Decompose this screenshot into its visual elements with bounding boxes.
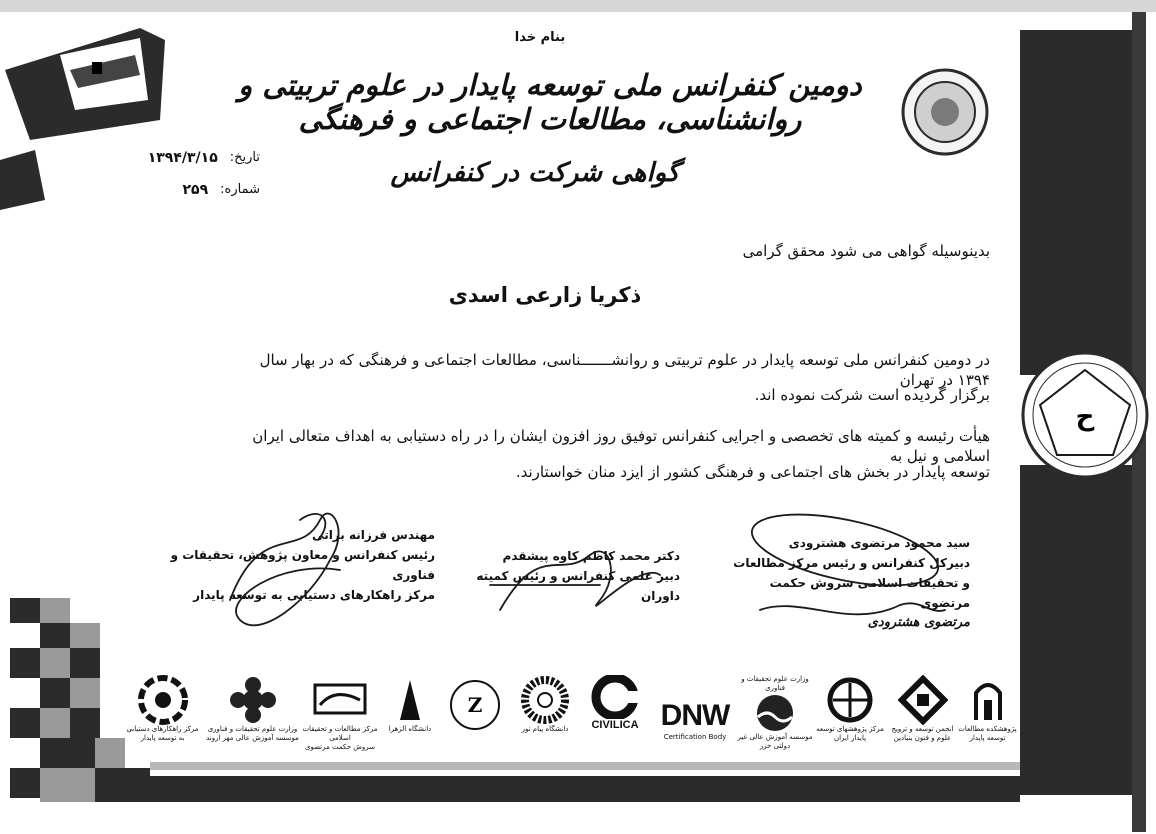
swirl-logo-icon bbox=[133, 675, 193, 725]
intro-text: بدینوسیله گواهی می شود محقق گرامی bbox=[742, 242, 990, 260]
paragraph2-line2: توسعه پایدار در بخش های اجتماعی و فرهنگی کشور از ایزد منان خواستارند. bbox=[515, 463, 990, 481]
paragraph2-line1: هیأت رئیسه و کمیته های تخصصی و اجرایی کنفرانس توفیق روز افزون ایشان را در راه دستیابی به اهداف متعالی ایران اسلامی و نیل به bbox=[252, 427, 990, 465]
arch-logo-icon bbox=[968, 675, 1008, 725]
signature-middle-stroke bbox=[500, 551, 660, 610]
signature-right-stamp: مرتضوی هشترودی bbox=[867, 615, 970, 630]
logo-alzahra bbox=[375, 675, 445, 765]
logo-sustainable-research bbox=[810, 675, 890, 765]
paragraph1-line1: در دومین کنفرانس ملی توسعه پایدار در علوم تربیتی و روانشـــــــناسی، مطالعات اجتماعی و فرهنگی که در بهار سال ۱۳۹۴ در تهران bbox=[259, 351, 990, 389]
certificate-heading: گواهی شرکت در کنفرانس bbox=[390, 158, 680, 188]
logo-caption: موسسه آموزش عالی مهر اروند bbox=[206, 734, 299, 742]
diamond-logo-icon bbox=[898, 675, 948, 725]
svg-text:ح: ح bbox=[1075, 402, 1095, 432]
logo-caption: وزارت علوم تحقیقات و فناوری bbox=[207, 725, 298, 733]
alzahra-logo-icon bbox=[390, 675, 430, 725]
signature-left-title1: رئیس کنفرانس و معاون پژوهش، تحقیقات و فناوری bbox=[170, 548, 435, 582]
globe-logo-icon bbox=[823, 675, 878, 725]
flower-logo-icon bbox=[223, 675, 283, 725]
signature-middle-title1: دبیر علمی کنفرانس و رئیس کمیته داوران bbox=[476, 569, 680, 603]
logo-civilica bbox=[575, 675, 655, 765]
logo-caption: موسسه آموزش عالی غیر دولتی خزر bbox=[737, 733, 813, 750]
logo-sustainable-dev-center bbox=[125, 675, 200, 765]
logo-caption: دانشگاه الزهرا bbox=[388, 725, 432, 733]
logo-z-emblem bbox=[445, 675, 505, 765]
logo-caption: دانشگاه پیام نور bbox=[521, 725, 569, 733]
civilica-logo-icon bbox=[590, 675, 640, 719]
conference-title: دومین کنفرانس ملی توسعه پایدار در علوم تربیتی و روانشناسی، مطالعات اجتماعی و فرهنگی bbox=[238, 68, 862, 136]
calligraphy-logo-icon bbox=[310, 675, 370, 725]
signature-right-stroke bbox=[746, 501, 944, 599]
logo-caption: وزارت علوم تحقیقات و فناوری bbox=[741, 675, 809, 692]
logo-dnw bbox=[650, 675, 740, 765]
logo-caption: علوم و فنون بنیادین bbox=[893, 734, 952, 742]
circle-z-logo-icon bbox=[448, 675, 503, 735]
signature-left-name: مهندس فرزانه براتی bbox=[312, 528, 435, 542]
logo-payame-noor bbox=[510, 675, 580, 765]
svg-text:Z: Z bbox=[467, 693, 482, 717]
logo-caption: مرکز راهکارهای دستیابی به توسعه پایدار bbox=[126, 725, 199, 742]
signature-middle-name: دکتر محمد کاظم کاوه پیشقدم bbox=[502, 549, 680, 563]
recipient-name: ذکریا زارعی اسدی bbox=[448, 283, 642, 307]
date-value: ۱۳۹۴/۳/۱۵ bbox=[147, 150, 218, 166]
logo-caption: مرکز مطالعات و تحقیقات اسلامی bbox=[302, 725, 378, 742]
signature-left-title2: مرکز راهکارهای دستیابی به توسعه پایدار bbox=[193, 588, 435, 602]
number-label: شماره: bbox=[220, 182, 260, 197]
logo-khazar bbox=[735, 675, 815, 765]
logo-research-institute bbox=[955, 675, 1020, 765]
paragraph1-line2: برگزار گردیده است شرکت نموده اند. bbox=[754, 386, 990, 404]
signature-right-stroke2 bbox=[760, 603, 945, 614]
wave-logo-icon bbox=[750, 693, 800, 733]
logo-mehr-arvand bbox=[205, 675, 300, 765]
signature-right-title1: دبیرکل کنفرانس و رئیس مرکز مطالعات bbox=[733, 556, 970, 570]
signature-right-title2: و تحقیقات اسلامی سروش حکمت مرتضوی bbox=[769, 576, 970, 610]
signature-right-name: سید محمود مرتضوی هشترودی bbox=[788, 536, 970, 550]
dnw-text: DNW bbox=[660, 699, 730, 732]
civilica-text: CIVILICA bbox=[591, 719, 639, 731]
sponsor-logos bbox=[120, 675, 1020, 765]
logo-soroush-hekmat bbox=[300, 675, 380, 765]
basmala: بنام خدا bbox=[514, 30, 566, 45]
logo-basic-sciences-society bbox=[885, 675, 960, 765]
logo-caption: انجمن توسعه و ترویج bbox=[891, 725, 954, 733]
date-label: تاریخ: bbox=[229, 150, 260, 165]
logo-caption: مرکز پژوهشهای توسعه پایدار ایران bbox=[816, 725, 884, 742]
logo-caption: پژوهشکده مطالعات توسعه پایدار bbox=[958, 725, 1017, 742]
logo-caption: سروش حکمت مرتضوی bbox=[305, 743, 375, 751]
number-value: ۲۵۹ bbox=[182, 182, 209, 198]
sunburst-logo-icon bbox=[520, 675, 570, 725]
dnw-subtitle: Certification Body bbox=[663, 733, 727, 741]
